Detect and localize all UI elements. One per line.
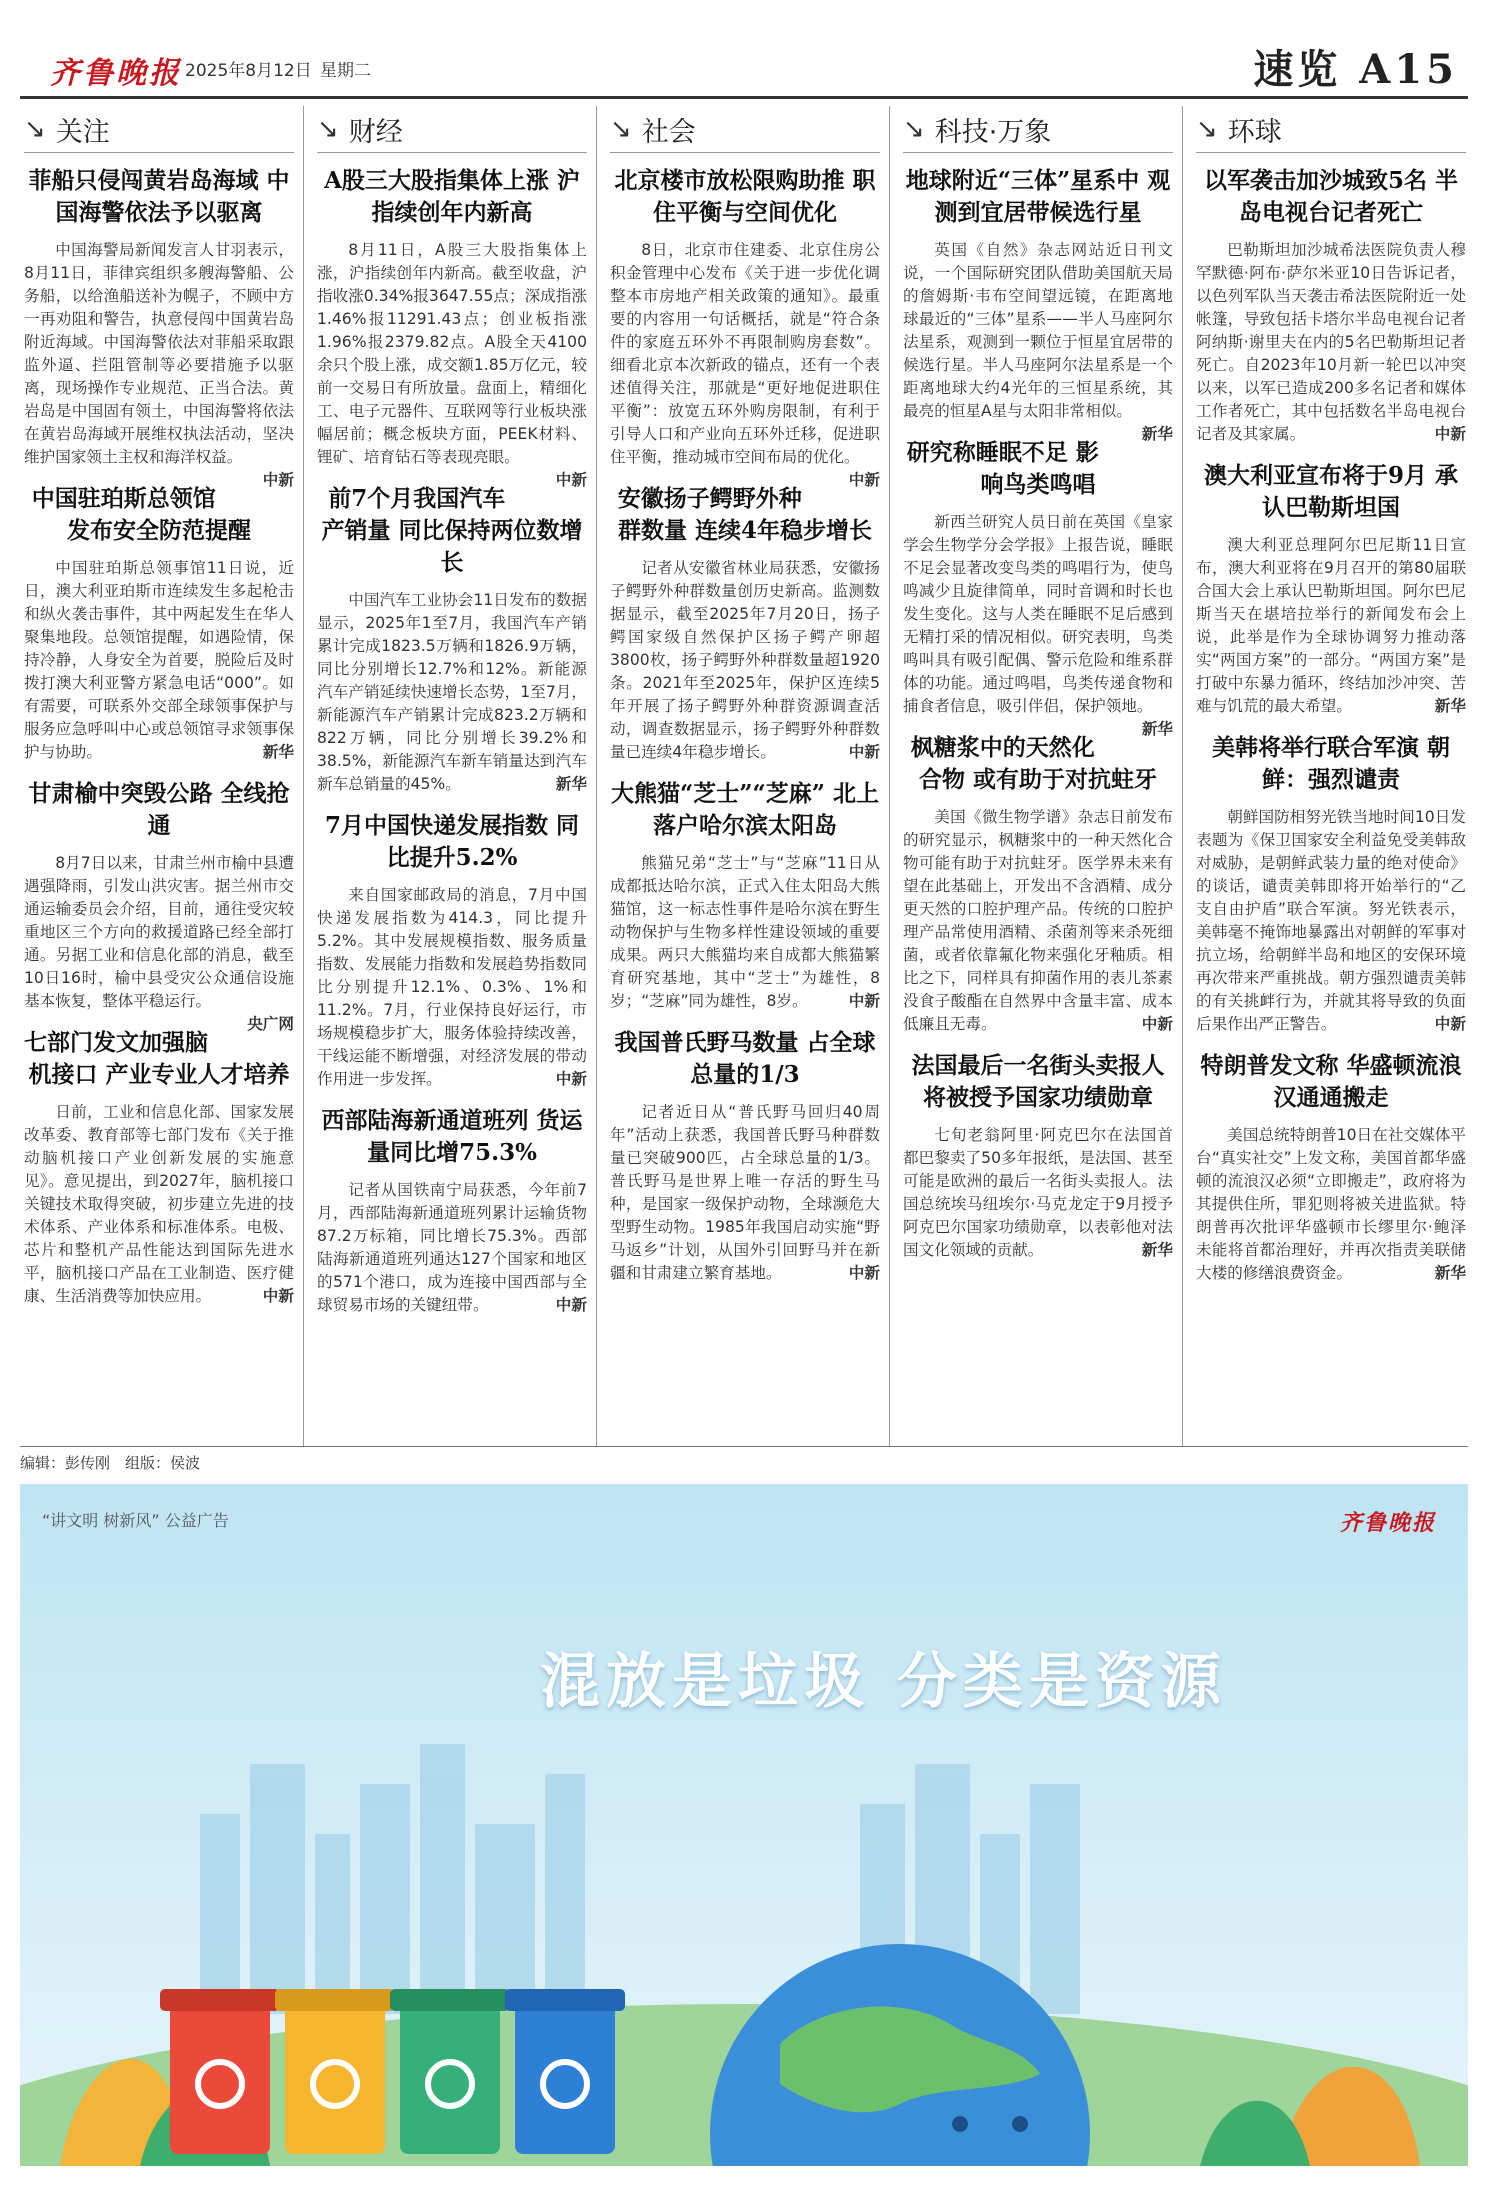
article-headline[interactable]: A股三大股指集体上涨 沪指续创年内新高 [324,167,580,226]
article-source: 央广网 [247,1015,294,1033]
news-article[interactable] [24,483,294,764]
article-body [1196,239,1466,446]
article-headline[interactable]: 大熊猫“芝士”“芝麻” 北上落户哈尔滨太阳岛 [611,780,879,839]
article-text: 记者从安徽省林业局获悉，安徽扬子鳄野外种群数量创历史新高。监测数据显示，截至2025年7月20日，扬子鳄国家级自然保护区扬子鳄产卵超3800枚，扬子鳄野外种群数量超1920条。2021年至2025年，保护区连续5年开展了扬子鳄野外种群资源调查活动，调查数据显示，扬子鳄野外种群数量已连续4年稳步增长。 [610,559,880,761]
article-headline[interactable]: 美韩将举行联合军演 朝鲜：强烈谴责 [1211,734,1450,793]
article-text: 熊猫兄弟“芝士”与“芝麻”11日从成都抵达哈尔滨，正式入住太阳岛大熊猫馆，这一标志性事件是哈尔滨在野生动物保护与生物多样性建设领域的重要成果。两只大熊猫均来自成都大熊猫繁育研究基地，其中“芝士”为雄性，8岁；“芝麻”同为雄性，8岁。 [610,854,880,1010]
column-divider [303,106,304,1446]
editor-credit: 编辑：彭传刚 组版：侯波 [20,1454,201,1472]
article-headline[interactable]: 七部门发文加强脑机接口 产业专业人才培养 [24,1029,290,1088]
article-text: 中国驻珀斯总领事馆11日说，近日，澳大利亚珀斯市连续发生多起枪击和纵火袭击事件，其中两起发生在华人聚集地段。总领馆提醒，如遇险情，保持冷静，人身安全为首要，脱险后及时拨打澳大利亚警方紧急电话“000”。如有需要，可联系外交部全球领事保护与服务应急呼叫中心或总领馆寻求领事保护与协助。 [24,559,294,761]
news-article[interactable] [317,1105,587,1317]
article-headline[interactable]: 澳大利亚宣布将于9月 承认巴勒斯坦国 [1203,462,1458,521]
article-headline[interactable]: 枫糖浆中的天然化合物 或有助于对抗蛀牙 [910,734,1157,793]
issue-date: 2025年8月12日 [185,61,312,81]
column-divider [1182,106,1183,1446]
article-text: 巴勒斯坦加沙城希法医院负责人穆罕默德·阿布·萨尔米亚10日告诉记者，以色列军队当天袭击希法医院附近一处帐篷，导致包括卡塔尔半岛电视台记者阿纳斯·谢里夫在内的5名巴勒斯坦记者死亡。自2023年10月新一轮巴以冲突以来，以军已造成200多名记者和媒体工作者死亡，其中包括数名半岛电视台记者及其家属。 [1196,241,1466,443]
green-bin [400,2004,500,2154]
article-body [24,239,294,489]
news-article[interactable] [317,810,587,1091]
arrow-icon: ↘ [1196,114,1218,144]
article-text: 澳大利亚总理阿尔巴尼斯11日宣布，澳大利亚将在9月召开的第80届联合国大会上承认巴勒斯坦国。阿尔巴尼斯当天在堪培拉举行的新闻发布会上说，此举是作为全球协调努力推动落实“两国方案”的一部分。“两国方案”是打破中东暴力循环，终结加沙冲突、苦难与饥荒的最大希望。 [1196,536,1466,715]
article-body [903,511,1173,738]
news-article[interactable] [24,1027,294,1308]
article-headline[interactable]: 以军袭击加沙城致5名 半岛电视台记者死亡 [1203,167,1458,226]
article-body [317,239,587,489]
news-column [1196,106,1466,1299]
column-label-text: 科技·万象 [934,116,1052,148]
article-source: 中新 [262,471,294,489]
article-body [903,806,1173,1036]
article-headline[interactable]: 前7个月我国汽车产销量 同比保持两位数增长 [321,485,583,576]
column-label-text: 关注 [55,116,110,148]
article-body [903,1124,1173,1262]
section-page-title: 速览 A15 [1253,46,1458,93]
article-source: 中新 [848,743,880,761]
article-text: 来自国家邮政局的消息，7月中国快递发展指数为414.3，同比提升5.2%。其中发展规模指数、服务质量指数、发展能力指数和发展趋势指数同比分别提升12.1%、0.3%、1%和11.2%。7月，行业保持良好运行，市场规模稳步扩大，服务体验持续改善，干线运能不断增强，对经济发展的带动作用进一步发挥。 [317,886,587,1088]
article-body [903,239,1173,443]
column-label [317,106,587,153]
column-divider [596,106,597,1446]
yellow-bin [285,2004,385,2154]
article-headline[interactable]: 安徽扬子鳄野外种群数量 连续4年稳步增长 [617,485,872,544]
article-text: 中国汽车工业协会11日发布的数据显示，2025年1至7月，我国汽车产销累计完成1823.5万辆和1826.9万辆，同比分别增长12.7%和12%。新能源汽车产销延续快速增长态势，1至7月，新能源汽车产销累计完成823.2万辆和822万辆，同比分别增长39.2%和38.5%，新能源汽车新车销量达到汽车新车总销量的45%。 [317,591,587,793]
article-source: 新华 [1434,697,1466,715]
article-headline[interactable]: 西部陆海新通道班列 货运量同比增75.3% [321,1107,583,1166]
news-column [903,106,1173,1276]
article-body [1196,1124,1466,1285]
article-text: 新西兰研究人员日前在英国《皇家学会生物学分会学报》上报告说，睡眠不足会显著改变鸟类的鸣唱行为，使鸟鸣减少且旋律简单，同时音调和时长也发生变化。这与人类在睡眠不足后感到无精打采的情况相似。研究表明，鸟类鸣叫具有吸引配偶、警示危险和维系群体的功能。通过鸣唱，鸟类传递食物和捕食者信息，吸引伴侣，保护领地。 [903,513,1173,715]
news-article[interactable] [24,165,294,489]
news-article[interactable] [903,437,1173,738]
article-headline[interactable]: 我国普氏野马数量 占全球总量的1/3 [614,1029,876,1088]
article-source: 中新 [262,1287,294,1305]
article-source: 中新 [848,471,880,489]
blue-bin [515,2004,615,2154]
article-source: 新华 [262,743,294,761]
article-text: 美国总统特朗普10日在社交媒体平台“真实社交”上发文称，美国首都华盛顿的流浪汉必须“立即搬走”，政府将为其提供住所，罪犯则将被关进监狱。特朗普再次批评华盛顿市长缪里尔·鲍泽未能将首都治理好，并再次指责美联储大楼的修缮浪费资金。 [1196,1126,1466,1282]
article-source: 中新 [848,1264,880,1282]
footer-divider [20,1446,1468,1447]
article-body [1196,806,1466,1036]
article-body [317,1179,587,1317]
article-headline[interactable]: 地球附近“三体”星系中 观测到宜居带候选行星 [905,167,1171,226]
article-body [317,589,587,796]
article-text: 美国《微生物学谱》杂志日前发布的研究显示，枫糖浆中的一种天然化合物可能有助于对抗蛀牙。医学界未来有望在此基础上，开发出不含酒精、成分更天然的口腔护理产品。传统的口腔护理产品常使用酒精、杀菌剂等来杀死细菌，或者依靠氟化物来强化牙釉质。相比之下，同样具有抑菌作用的表儿茶素没食子酸酯在自然界中含量丰富、成本低廉且无毒。 [903,808,1173,1033]
news-article[interactable] [903,1050,1173,1262]
arrow-icon: ↘ [317,114,339,144]
article-source: 中新 [555,1296,587,1314]
column-divider [889,106,890,1446]
news-article[interactable] [1196,732,1466,1036]
article-source: 中新 [555,1070,587,1088]
article-text: 七旬老翁阿里·阿克巴尔在法国首都巴黎卖了50多年报纸，是法国、甚至可能是欧洲的最后一名街头卖报人。法国总统埃马纽埃尔·马克龙定于9月授予阿克巴尔国家功绩勋章，以表彰他对法国文化领域的贡献。 [903,1126,1173,1259]
article-text: 8日，北京市住建委、北京住房公积金管理中心发布《关于进一步优化调整本市房地产相关政策的通知》。最重要的内容用一句话概括，就是“符合条件的家庭五环外不再限制购房套数”。细看北京本次新政的锚点，还有一个表述值得关注，那就是“更好地促进职住平衡”：放宽五环外购房限制，有利于引导人口和产业向五环外迁移，促进职住平衡，推动城市空间布局的优化。 [610,241,880,466]
news-article[interactable] [610,483,880,764]
column-label-text: 环球 [1227,116,1282,148]
article-source: 中新 [1434,1015,1466,1033]
news-article[interactable] [610,165,880,489]
article-body [610,1101,880,1285]
article-source: 中新 [848,992,880,1010]
article-text: 记者从国铁南宁局获悉，今年前7月，西部陆海新通道班列累计运输货物87.2万标箱，同比增长75.3%。西部陆海新通道班列通达127个国家和地区的571个港口，成为连接中国西部与全球贸易市场的关键纽带。 [317,1181,587,1314]
article-source: 中新 [1141,1015,1173,1033]
news-article[interactable] [317,483,587,796]
arrow-icon: ↘ [903,114,925,144]
issue-weekday: 星期二 [320,61,371,81]
news-article[interactable] [1196,165,1466,446]
column-label-text: 财经 [348,116,403,148]
article-source: 新华 [1141,425,1173,443]
article-body [610,557,880,764]
news-article[interactable] [24,778,294,1033]
column-label [610,106,880,153]
article-body [24,557,294,764]
ad-slogan: 混放是垃圾 分类是资源 [540,1647,1227,1717]
article-text: 中国海警局新闻发言人甘羽表示，8月11日，菲律宾组织多艘海警船、公务船，以给渔船送补为幌子，不顾中方一再劝阻和警告，执意侵闯中国黄岩岛附近海域。中国海警依法对菲船采取跟监外逼、拦阻管制等必要措施予以驱离，现场操作专业规范、正当合法。黄岩岛是中国固有领土，中国海警将依法在黄岩岛海域开展维权执法活动，坚决维护国家领土主权和海洋权益。 [24,241,294,466]
article-body [1196,534,1466,718]
article-body [610,852,880,1013]
news-article[interactable] [317,165,587,489]
news-column [24,106,294,1322]
column-label [24,106,294,153]
page-header [20,38,1468,98]
article-body [317,884,587,1091]
news-article[interactable] [903,732,1173,1036]
article-source: 新华 [1141,720,1173,738]
article-text: 记者近日从“普氏野马回归40周年”活动上获悉，我国普氏野马种群数量已突破900匹，占全球总量的1/3。普氏野马是世界上唯一存活的野生马种，是国家一级保护动物，全球濒危大型野生动物。1985年我国启动实施“野马返乡”计划，从国外引回野马并在新疆和甘肃建立繁育基地。 [610,1103,880,1282]
article-text: 日前，工业和信息化部、国家发展改革委、教育部等七部门发布《关于推动脑机接口产业创新发展的实施意见》。意见提出，到2027年，脑机接口关键技术取得突破，初步建立先进的技术体系、产业体系和标准体系。电极、芯片和整机产品性能达到国际先进水平，脑机接口产品在工业制造、医疗健康、生活消费等加快应用。 [24,1103,294,1305]
article-headline[interactable]: 研究称睡眠不足 影响鸟类鸣唱 [906,439,1099,498]
news-article[interactable] [1196,1050,1466,1285]
column-label [1196,106,1466,153]
article-source: 中新 [1434,425,1466,443]
article-body [24,852,294,1033]
red-bin [170,2004,270,2154]
article-text: 8月11日，A股三大股指集体上涨，沪指续创年内新高。截至收盘，沪指收涨0.34%报3647.55点；深成指涨1.46%报11291.43点；创业板指涨1.96%报2379.82点。A股全天4100余只个股上涨，成交额1.85万亿元，较前一交易日有所放量。盘面上，精细化工、电子元器件、互联网等行业板块涨幅居前；概念板块方面，PEEK材料、锂矿、培育钻石等表现亮眼。 [317,241,587,466]
arrow-icon: ↘ [610,114,632,144]
article-source: 新华 [1141,1241,1173,1259]
article-body [610,239,880,489]
news-article[interactable] [1196,460,1466,718]
article-headline[interactable]: 菲船只侵闯黄岩岛海域 中国海警依法予以驱离 [28,167,290,226]
ad-campaign-tag: “讲文明 树新风” 公益广告 [42,1511,229,1530]
news-article[interactable] [903,165,1173,443]
ad-brand-logo: 齐鲁晚报 [1339,1510,1436,1536]
public-service-ad [20,1484,1468,2166]
news-article[interactable] [610,778,880,1013]
column-label [903,106,1173,153]
article-headline[interactable]: 北京楼市放松限购助推 职住平衡与空间优化 [614,167,876,226]
article-source: 新华 [1434,1264,1466,1282]
arrow-icon: ↘ [24,114,46,144]
masthead-logo[interactable]: 齐鲁晚报 [50,56,182,91]
article-source: 中新 [555,471,587,489]
news-column [317,106,587,1331]
article-headline[interactable]: 特朗普发文称 华盛顿流浪汉通通搬走 [1200,1052,1462,1111]
article-headline[interactable]: 法国最后一名街头卖报人 将被授予国家功绩勋章 [911,1052,1165,1111]
article-headline[interactable]: 7月中国快递发展指数 同比提升5.2% [324,812,579,871]
article-headline[interactable]: 甘肃榆中突毁公路 全线抢通 [28,780,290,839]
article-body [24,1101,294,1308]
news-article[interactable] [610,1027,880,1285]
header-divider [20,96,1468,99]
ad-illustration [20,1484,1468,2166]
article-source: 新华 [555,775,587,793]
article-text: 英国《自然》杂志网站近日刊文说，一个国际研究团队借助美国航天局的詹姆斯·韦布空间望远镜，在距离地球最近的“三体”星系——半人马座阿尔法星系，观测到一颗位于恒星宜居带的候选行星。半人马座阿尔法星系是一个距离地球大约4光年的三恒星系统，其最亮的恒星A星与太阳非常相似。 [903,241,1173,420]
column-label-text: 社会 [641,116,696,148]
article-text: 朝鲜国防相努光铁当地时间10日发表题为《保卫国家安全利益免受美韩敌对威胁，是朝鲜武装力量的绝对使命》的谈话，谴责美韩即将开始举行的“乙支自由护盾”联合军演。努光铁表示，美韩毫不掩饰地暴露出对朝鲜的军事对抗立场，给朝鲜半岛和地区的安保环境再次带来严重挑战。朝方强烈谴责美韩的有关挑衅行为，并就其将导致的负面后果作出严正警告。 [1196,808,1466,1033]
article-headline[interactable]: 中国驻珀斯总领馆 发布安全防范提醒 [31,485,251,544]
news-column [610,106,880,1299]
article-text: 8月7日以来，甘肃兰州市榆中县遭遇强降雨，引发山洪灾害。据兰州市交通运输委员会介绍，目前，通往受灾较重地区三个方向的救援道路已经全部打通。另据工业和信息化部的消息，截至10日16时，榆中县受灾公众通信设施基本恢复，整体平稳运行。 [24,854,294,1010]
